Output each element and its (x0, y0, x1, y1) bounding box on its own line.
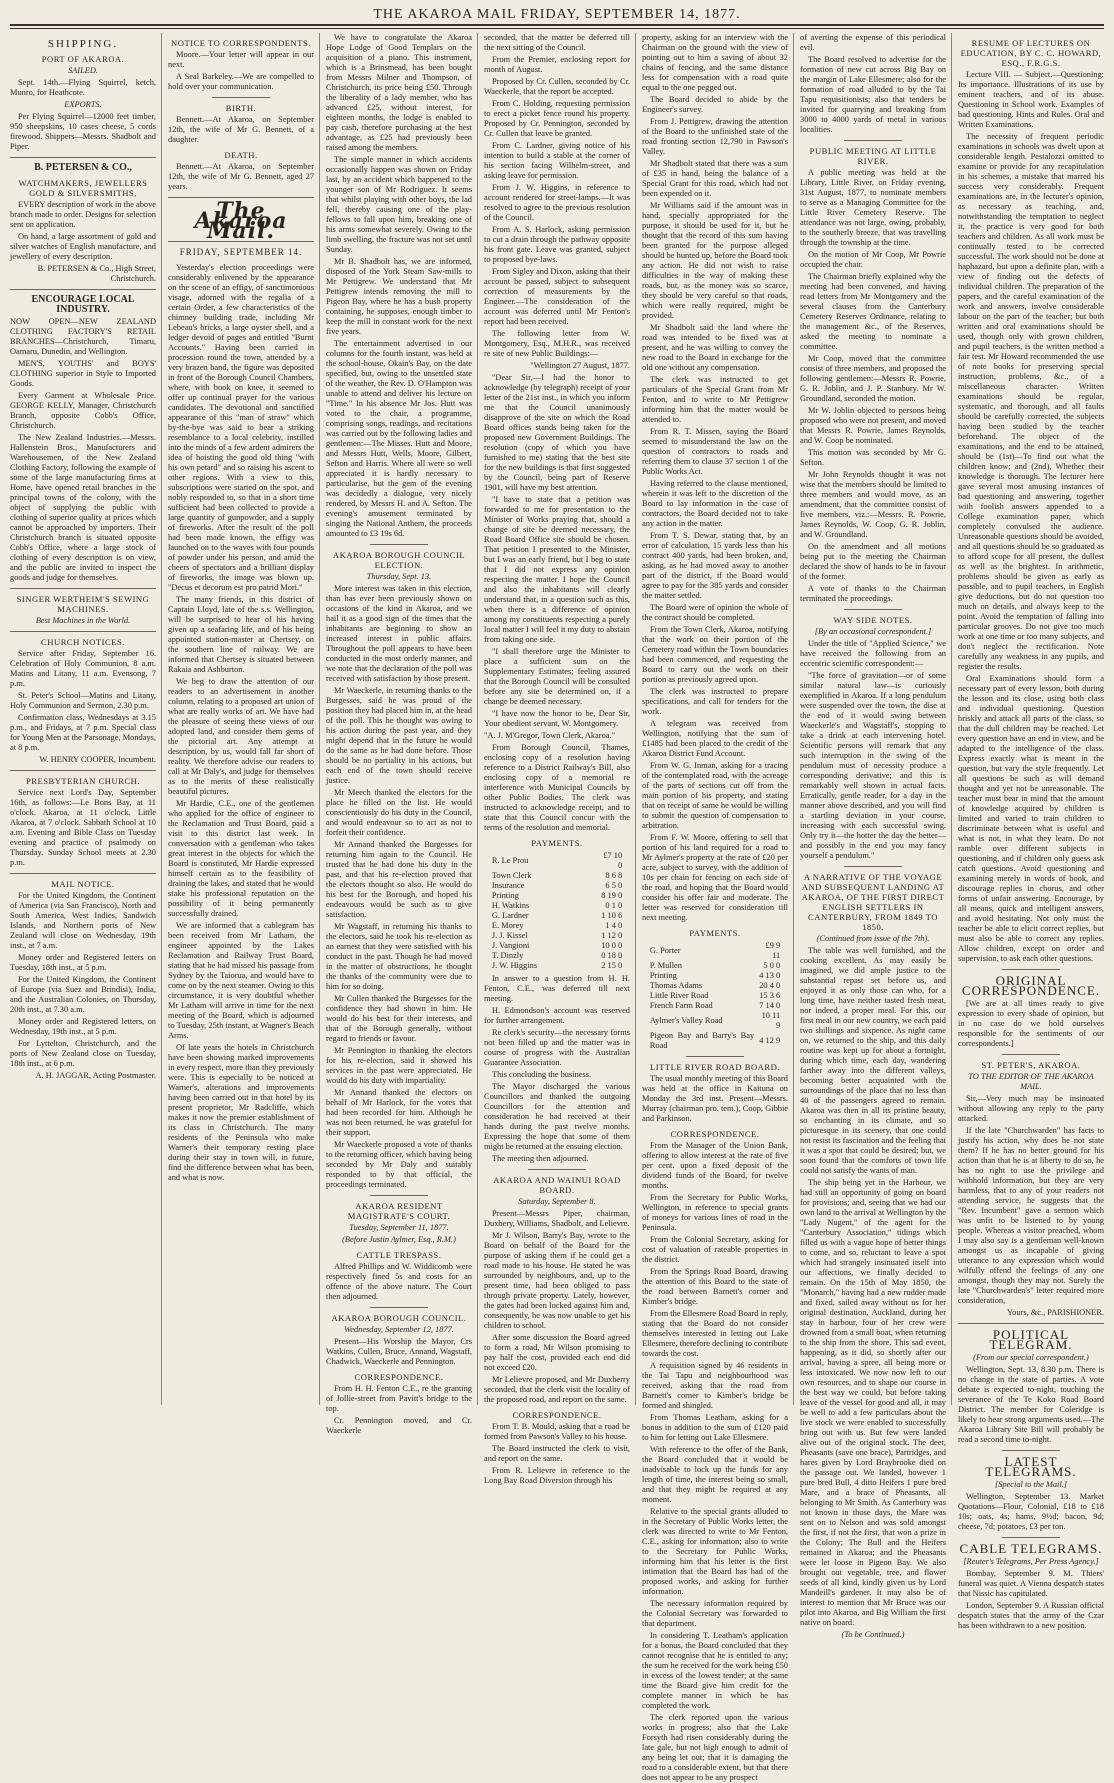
petersen-trade: WATCHMAKERS, JEWELLERS GOLD & SILVERSMITHS, (18, 178, 148, 198)
exports-text: Per Flying Squirrel—12000 feet timber, 950 sheepskins, 10 cases cheese, 5 cords firewood. Shippers—Messrs. Shadbolt and Piper. (10, 112, 156, 151)
st-peters-text: Sir,—Very much may be insinuated without allowing any reply to the party attacked. (958, 1094, 1104, 1123)
encourage-text-2: Every Garment at Wholesale Price. GEORGE KELLY, Manager, Christchurch Branch, opposite Cobb's Office, Christchurch. (10, 391, 156, 430)
little-river-text-10: Relative to the special grants alluded to in the Secretary of Public Works letter, the clerk was directed to write to Mr Fenton, C.E., asking for information; also to write to the Secretary for Public Works, informing him that his letter is the first intimation that the Board has had of the proposed works, and asking for further information. (642, 1507, 788, 1596)
table-row (648, 1011, 782, 1031)
little-river-text-11: The necessary information required by the Colonial Secretary was forwarded to that department. (642, 1599, 788, 1628)
narrative-to-be-continued: (To be Continued.) (841, 1630, 905, 1639)
council-text-12: H. Edmondson's account was reserved for further arrangement. (484, 1006, 630, 1025)
amount: 4 12 9 (759, 1036, 781, 1045)
latest-telegrams-heading: LATEST TELEGRAMS. (985, 1454, 1077, 1479)
election-text-9: Mr Waeckerle proposed a vote of thanks to the returning officer, which having being seconded by Mr Daly and suitably responded to by that official, the proceedings terminated. (326, 1140, 472, 1189)
church-text-2: St. Peter's School—Matins and Litany, Holy Communion and Sermon, 2.30 p.m. (10, 691, 156, 710)
road-board-cont-2: The Board decided to abide by the Engineer's survey. (642, 95, 788, 114)
payee: Pigeon Bay and Barry's Bay Road (649, 1031, 755, 1050)
encourage-heading: ENCOURAGE LOCAL INDUSTRY. (31, 294, 135, 315)
narrative-text: The table was well furnished, and the cooking excellent. As may easily be imagined, we did ample justice to the substantial repast set before us, and enjoyed it as only those can who, for a long time, have neither tasted fresh meat, nor indeed, a proper meal. For this, our first meal in our new country, we each paid two shillings and sixpence. As night came on, we returned to the ship, and this daily routine was kept up for about a fortnight, during which time, each day, wandering farther away into the different valleys, becoming better acquainted with the surroundings of the place that no less than 40 of the passengers agreed to remain. Akaroa was then in all its pristine beauty, so enchanting in its climate, and so picturesque in its scenery, that one could not resist its fascination and the feeling that it was a spot that could be desired; but, we soon found that the comforts of town life could not satisfy the wants of man. (800, 946, 946, 1175)
death-heading: DEATH. (224, 150, 258, 160)
payee: R. Le Prou (491, 856, 529, 865)
election-text-3: Mr Meech thanked the electors for the place he filled on the list. He would conscientiously do his duty in the Council, and would endeavour so to act as not to forfeit their confidence. (326, 788, 472, 837)
council-text-2: From the Premier, enclosing report for month of August. (484, 55, 630, 74)
cable-telegrams-byline: [Reuter's Telegrams, Per Press Agency.] (963, 1557, 1099, 1566)
council-text-13: Re clerk's security—the necessary forms not been filled up and the matter was in course of progress with the Australian Guarantee Association. (484, 1028, 630, 1067)
table-row (490, 881, 624, 891)
borough-council-heading: AKAROA BOROUGH COUNCIL. (331, 1313, 467, 1323)
little-river-text-9: With reference to the offer of the Bank, the Board concluded that it would be inadvisable to lock up the funds for any length of time, the interest being so small, and that they might be required at any moment. (642, 1445, 788, 1504)
little-river-text-4: From the Colonial Secretary, asking for cost of valuation of rateable properties in the district. (642, 1235, 788, 1264)
divider (844, 609, 902, 610)
payments-heading: PAYMENTS. (689, 928, 741, 938)
council-text-4: From C. Holding, requesting permission to erect a picket fence round his property. Proposed by Cr. Pennington, seconded by Cr. Cullen that leave be granted. (484, 99, 630, 138)
little-river-text-12: In considering T. Leatham's application for a bonus, the Board concluded that they cannot recognise that he is entitled to any; the sum he received for the work being £50 in excess of the lowest tender; at the same time the Board give him credit for the complete manner in which he has completed the work. (642, 1631, 788, 1710)
public-meeting-text-2: On the motion of Mr Coop, Mr Powrie occupied the chair. (800, 250, 946, 269)
payee: J. W. Higgins (491, 961, 537, 970)
court-subheading: CATTLE TRESPASS. (356, 1250, 442, 1260)
public-meeting-heading: PUBLIC MEETING AT LITTLE RIVER. (809, 146, 937, 166)
presbyterian-text: Service next Lord's Day, September 16th, as follows:—Le Bons Bay, at 11 o'clock. Akaroa, at 11 o'clock. Little Akaroa, at 7 o'clock. Sabbath School at 10 a.m. Evening and Bible Class on Tuesday evening and practice of psalmody on Thursday. Sunday School meets at 2.30 p.m. (10, 788, 156, 867)
payee: H. Watkins (491, 901, 530, 910)
cable-telegrams-text-2: London, September 9. A Russian official despatch states that the army of the Czar has been withdrawn to a new position. (958, 1601, 1104, 1630)
divider (528, 1169, 586, 1170)
council-text-14: This concluding the business. (492, 1070, 592, 1079)
court-heading: AKAROA RESIDENT MAGISTRATE'S COURT. (347, 1201, 451, 1221)
little-river-text-7: A requisition signed by 46 residents in the Tai Tapu and neighbourhood was received, asking that the road from Barnett's corner to Kimber's bridge be formed and shingled. (642, 1361, 788, 1410)
mail-notice-text-5: For Lyttelton, Christchurch, and the ports of New Zealand close on Tuesday, 18th inst., at 6 p.m. (10, 1039, 156, 1068)
table-row (490, 891, 624, 901)
narrative-heading: A NARRATIVE OF THE VOYAGE AND SUBSEQUENT LANDING AT AKAROA, OF THE FIRST DIRECT ENGLISH SETTLERS IN CANTERBURY, FROM 1849 TO 1850. (801, 872, 945, 932)
election-text-2: Mr Waeckerle, in returning thanks to the Burgesses, said he was proud of the position they had placed him in, at the head of the poll. This he thought was owing to his action during the past year, and they might depend that in the future he would do the same as he had done before. Those should be no partiality in his actions, but each end of the town should receive justice. (326, 686, 472, 785)
divider (1002, 1450, 1060, 1451)
road-board-cont-7: The clerk was instructed to get particulars of the Special Grant from Mr Fenton, and to write to Mr Pettigrew informing him that the matter would be attended to. (642, 375, 788, 424)
payee: J. J. Kissel (491, 931, 528, 940)
mail-notice-text-2: Money order and Registered letters on Tuesday, 18th inst., at 5 p.m. (10, 953, 156, 972)
borough-council-text-2: Cr. Pennington moved, and Cr. Waeckerle (326, 1416, 472, 1435)
table-row (490, 921, 624, 931)
mail-notice-text-4: Money order and Registered letters, on Wednesday, 19th inst., at 5 p.m. (10, 1017, 156, 1036)
payee: Printing (491, 891, 519, 900)
divider (10, 770, 156, 771)
little-river-text-5: From the Springs Road Board, drawing the attention of this Board to the state of the road between Barnett's corner and Kimber's bridge. (642, 1267, 788, 1306)
council-text-11: In answer to a question from H. H. Fenton, C.E., was deferred till next meeting. (484, 974, 630, 1003)
column-6 (800, 33, 952, 1639)
correspondence-heading: CORRESPONDENCE. (670, 1129, 760, 1139)
road-board-cont-6: Mr Shadbolt said the land where the road was intended to be fixed was at present, and he was willing to convey the new road to the Board in exchange for the old one without any compensation. (642, 323, 788, 372)
mail-notice-heading: MAIL NOTICE. (51, 879, 115, 889)
amount: 6 5 0 (605, 881, 623, 890)
editorial-text-4: Mr Hardie, C.E., one of the gentlemen who applied for the office of engineer to the Reclamation and Trust Board, paid a visit to this district last week. In conversation with a gentleman who takes great interest in the objects for which the Board is constituted, Mr Hardie expressed himself certain as to the feasibility of draining the lakes, and stated that he would stake his professional reputation on the possibility of it being permanently successfully drained. (168, 799, 314, 918)
little-river-text-3: From the Secretary for Public Works, Wellington, in reference to special grants of moneys for various lines of road in the Peninsula. (642, 1193, 788, 1232)
birth-heading: BIRTH. (225, 103, 257, 113)
court-text: Alfred Phillips and W. Widdicomb were respectively fined 5s and costs for an offence of the above nature. The Court then adjourned. (326, 1262, 472, 1301)
payee: Thomas Adams (649, 981, 703, 990)
letter-date: "Wellington 27 August, 1877. (530, 361, 630, 370)
letter-address: "A. J. M'Gregor, Town Clerk, Akaroa." (484, 731, 616, 740)
divider (844, 140, 902, 141)
petersen-firm-name: B. PETERSEN & CO., (34, 162, 132, 173)
table-row (490, 941, 624, 951)
payments-table (490, 851, 624, 971)
council-text-10: From Borough Council, Thames, enclosing copy of a resolution having reference to a District Railway's Bill, also enclosing copy of a memorial re interference with Municipal Councils by other Public Bodies. The clerk was instructed to acknowledge receipt, and to state that this Council concur with the terms of the resolution and memorial. (484, 743, 630, 832)
letter-text: "Dear Sir,—I had the honor to acknowledge (by telegraph) receipt of your letter of the 21st inst., in which you inform me that the Council unanimously disapprove of the site on which the Road Board offices stands being taken for the proposed new Government Buildings. The resolution (copy of which you have furnished to me) stating that the best site for the new buildings is that first suggested by the Council, being part of Reserve 1901, will have my best attention. (484, 373, 630, 492)
little-river-text: The usual monthly meeting of this Board was held at the office in Kaituna on Monday the 3rd inst. Present—Messrs. Murray (chairman pro. tem.), Coop, Gibbie and Parkinson. (642, 1074, 788, 1123)
little-river-cont: of averting the expense of this periodical evil. (800, 33, 946, 52)
public-meeting-text-9: A vote of thanks to the Chairman terminated the proceedings. (800, 584, 946, 603)
editorial-text: Yesterday's election proceedings were considerably enlivened by the appearance on the scene of an effigy, of sanctimonious visage, adorned with the regalia of a certain Order, a few characteristics of the chimney building trade, including Mr Lebeau's bricks, a large oyster shell, and a ledger devoid of pages and entitled "Burnt Accounts." Having been carried in procession round the town, attended by a very brazen band, the figure was deposited in front of the Borough Council Chambers, where, with book on knee, it seemed to offer up continual prayer for the various candidates. The devotional and sanctified appearance of this "man of straw" which by-the-bye was said to bear a striking resemblance to a local celebrity, instilled into the minds of a few ardent admirers the idea of hoisting the good old thing "with his own petard" and so raising his ascent to other regions. With a view to this, subscriptions were started on the spot, and nobly responded to, so that in a short time sufficient had been collected to provide a large quantity of gunpowder, and a supply of fireworks. After the result of the poll had been made known, the effigy was launched on to the waves with four pounds of powder under his person, and amid the cheers of spectators and a brilliant display of fireworks, the image was blown up. "Decus et decorum est pro patrid Mori." (168, 263, 314, 592)
sewing-heading: SINGER WERTHEIM'S SEWING MACHINES. (16, 594, 150, 614)
road-board-cont-14: A telegram was received from Wellington, notifying that the sum of £1485 had been placed to the credit of the Akaroa District Fund Account. (642, 719, 788, 758)
amount: 2 15 0 (601, 961, 623, 970)
divider (1002, 969, 1060, 970)
amount: 10 0 0 (601, 941, 623, 950)
column-5 (642, 33, 794, 1782)
payee: Aylmer's Valley Road (649, 1016, 723, 1025)
road-board-cont-12: From the Town Clerk, Akaroa, notifying that the work on their portion of the Cemetery road within the Town boundaries had been commenced, and requesting the Board to carry out the work on their portion as previously agreed upon. (642, 625, 788, 684)
table-row (490, 901, 624, 911)
payments-heading: PAYMENTS. (531, 838, 583, 848)
table-row (490, 931, 624, 941)
presbyterian-heading: PRESBYTERIAN CHURCH. (25, 776, 141, 786)
divider (212, 97, 270, 98)
news-text: We have to congratulate the Akaroa Hope Lodge of Good Templars on the acquisition of a piano. This instrument, which is a Brinsmead, has been bought from Messrs Milner and Thompson, of Christchurch, its price being £50. Through the liberality of a lady member, who has advanced £25, without interest, for eighteen months, the lodge is enabled to pay cash, therefore purchasing at the best advantage, as £25 had previously been raised among the members. (326, 33, 472, 152)
notice-heading: NOTICE TO CORRESPONDENTS. (171, 38, 311, 48)
council-text-9: The following letter from W. Montgomery, Esq., M.H.R., was received re site of new Public Buildings:— (484, 329, 630, 358)
church-text-3: Confirmation class, Wednesdays at 3.15 p.m., and Fridays, at 7 p.m. Special class for Young Men at the Parsonage, Mondays, at 8 p.m. (10, 713, 156, 752)
road-board-cont-11: The Board were of opinion the whole of the contract should be completed. (642, 603, 788, 622)
divider (10, 588, 156, 589)
little-river-board-heading: LITTLE RIVER ROAD BOARD. (650, 1062, 780, 1072)
public-meeting-text-5: Mr W. Joblin objected to persons being proposed who were not present, and moved that Messrs R. Powrie, James Reynolds, and W. Coop be nominated. (800, 406, 946, 445)
election-date: Thursday, Sept. 13. (366, 572, 432, 581)
road-board-cont-3: From J. Pettigrew, drawing the attention of the Board to the unfinished state of the road fronting section 12,790 in Pawson's Valley. (642, 117, 788, 156)
table-row (490, 871, 624, 881)
payee: T. Dinzly (491, 951, 524, 960)
road-board-cont-10: From T. S. Dewar, stating that, by an error of calculation, 15 yards less than his contract 400 yards, had been broken, and, asking, as he had moved away to another part of the district, if the Board would agree to pay for the 385 yards and consider the matter settled. (642, 531, 788, 600)
road-board-date: Saturday, September 8. (518, 1197, 596, 1206)
encourage-text: MEN'S, YOUTHS' and BOYS' CLOTHING superior in Style to Imported Goods. (10, 359, 156, 388)
road-board-text-4: From T. B. Mould, asking that a road be formed from Pawson's Valley to his house. (484, 1422, 630, 1441)
amount: 15 3 6 (759, 991, 781, 1000)
st-peters-to: TO THE EDITOR OF THE AKAROA MAIL. (968, 1072, 1094, 1091)
table-row (490, 961, 624, 971)
masthead: THE AKAROA MAIL FRIDAY, SEPTEMBER 14, 1877. (10, 6, 1104, 26)
political-telegram-text: Wellington, Sept. 13, 8.30 p.m. There is no change in the state of parties. A vote debate is expected to-night, touching the severance of the Te Koko Road Board District. The member for Coleridge is likely to hear strong arguments used.—The Akaroa Library Site Bill will probably be read a second time to-night. (958, 1365, 1104, 1444)
petersen-signature: B. PETERSEN & Co., High Street, Christchurch. (37, 264, 156, 283)
amount: 10 11 9 (761, 1011, 781, 1030)
st-peters-heading: ST. PETER'S, AKAROA. (981, 1060, 1081, 1070)
column-3 (326, 33, 478, 1435)
political-telegram-byline: (From our special correspondent.) (973, 1353, 1089, 1362)
notice-text: Moore.—Your letter will appear in our next. (168, 50, 314, 69)
mail-notice-text: For the United Kingdom, the Continent of America (via San Francisco), North and South America, West Indies, Sandwich Islands, and Northern ports of New Zealand will close on Wednesday, 19th inst., at 7 a.m. (10, 891, 156, 950)
table-row (648, 1031, 782, 1051)
payee: Little River Road (649, 991, 709, 1000)
council-text-7: From A. S. Harlock, asking permission to cut a drain through the pathway opposite his front gate. Leave was granted, subject to proposed bye-laws. (484, 225, 630, 264)
court-date: Tuesday, September 11, 1877. (349, 1223, 449, 1232)
correspondence-section-heading: ORIGINAL CORRESPONDENCE. (961, 973, 1101, 998)
table-row (648, 971, 782, 981)
road-board-cont-9: Having referred to the clause mentioned, wherein it was left to the discretion of the Board to lay information in the case of contractors, the Board decided not to take any action in the matter. (642, 479, 788, 528)
council-text-16: The meeting then adjourned. (492, 1154, 589, 1163)
encourage-subhead: NOW OPEN—NEW ZEALAND CLOTHING FACTORY'S RETAIL BRANCHES—Christchurch, Timaru, Oamaru, Dunedin, and Wellington. (10, 317, 156, 356)
divider (686, 1056, 744, 1057)
column-2 (168, 33, 320, 1405)
road-board-cont-13: The clerk was instructed to prepare specifications, and call for tenders for the work. (642, 687, 788, 716)
table-row (490, 951, 624, 961)
news-text-3: Mr B. Shadbolt has, we are informed, disposed of the York Steam Saw-mills to Mr Pettigrew. We understand that Mr Pettigrew intends removing the mill to Pigeon Bay, where he has a bush property containing, he supposes, enough timber to keep the mill in constant work for the next five years. (326, 257, 472, 336)
editorial-text-6: Of late years the hotels in Christchurch have been showing marked improvements in every respect, more than they previously were. This is especially to be noticed at Warner's, alterations and improvements having been carried out in that hotel by its present proprietor, Mr Radcliffe, which makes it now the premier establishment of its class in Christchurch. The many residents of the Peninsula who make Warner's their temporary resting place during their stay in town will, in future, find the difference between what has been, and what is now. (168, 1043, 314, 1182)
council-text-5: From C. Lardner, giving notice of his intention to build a stable at the corner of his section facing Wilhelm-street, and asking leave for permission. (484, 141, 630, 180)
divider (10, 157, 156, 158)
little-river-text-8: From Thomas Leatham, asking for a bonus in addition to the sum of £120 paid to him for letting out Lake Ellesmere. (642, 1413, 788, 1442)
payee: French Farm Road (649, 1001, 713, 1010)
divider (10, 631, 156, 632)
lecture-subject: Lecture VIII. — Subject.—Questioning: Its importance. Illustrations of its use by eminent teachers, and of its abuse. Questioning in School work. Examples of bad questioning. Hints and Rules. Oral and Written Examinations. (958, 70, 1104, 129)
election-text-5: Mr Wagstaff, in returning his thanks to the electors, said he took his re-election as an earnest that they were satisfied with his conduct in the past. Though he had moved in the matter of obstructions, he thought the thanks of the community were due to him for so doing. (326, 922, 472, 991)
wayside-text-2: "The force of gravitation—or of some similar natural law—is curiously exemplified in Akaroa. If a long pendulum were suspended over the town, the dise at the end of it would swing between Waeckerle's and Wagstaff's, stopping to take a drink at each intervening hotel. Scientific persons will remark that any such interruption in the swing of the pendulum must of necessity produce a corresponding derivative; and this is remarkably well shown in actual facts. Erratically, gentle reader, for a day in the manner above described, and you will find a startling deviation in your course, increasing with each successful swing. Only try it—the hotter the day the better—and possibly in the end you may fancy yourself a pendulum." (800, 671, 946, 860)
road-board-text-6: From R. Lelievre in reference to the Long Bay Road Diversion through his (484, 1466, 630, 1485)
table-row (648, 991, 782, 1001)
council-text: seconded, that the matter be deferred till the next sitting of the Council. (484, 33, 630, 52)
lecture-text-2: Oral Examinations should form a necessary part of every lesson, both during the lesson and its close, using both class and individual questioning. Question briskly and attack all parts of the class, so that the dull children may be reached. Let every question have an end in view, and be adapted to the intelligence of the class. Express exactly what is meant in the question, but vary the style frequently. Let all questions be such as will demand thought and yet not be unreasonable. The teacher must bear in mind that the amount of knowledge acquired by children is limited and varied to train children to discriminate between what is useful and what is not, in what they learn. Do not ramble over different subjects in questioning, and if children only guess ask catch questions. Avoid questioning and examining merely in words of book, and discourage replies in chorus, and other forms of unfair answering. Encourage, by all means, quick and intelligent answers, and avoid hesitating. Not only must the teacher be able to elicit correct replies, but must also be able to correct any replies. Allow children, except on order and supervision, to ask each other questions. (958, 674, 1104, 963)
notice-text-2: A Seal Barkeley.—We are compelled to hold over your communication. (168, 72, 314, 91)
little-river-text-2: From the Manager of the Union Bank, offering to allow interest at the rate of five per cent. upon a fixed deposit of the dividend funds of the Board, for twelve months. (642, 1141, 788, 1190)
latest-telegrams-byline: [Special to the Mail.] (994, 1480, 1068, 1489)
wayside-heading: WAY SIDE NOTES. (833, 615, 913, 625)
election-text-4: Mr Annand thanked the Burgesses for returning him again to the Council. He trusted that he had done his duty in the past, and that his re-election proved that the electors thought so also. He would do his best for the Borough, and hoped his endeavours would be such as to give satisfaction. (326, 840, 472, 919)
payee: G. Porter (649, 946, 681, 955)
road-board-text-2: After some discussion the Board agreed to form a road, Mr Wilson promising to pay half the cost, provided each end did not exceed £20. (484, 1333, 630, 1372)
mail-notice-text-3: For the United Kingdom, the Continent of Europe (via Suez and Brindisi), India, and the Australian Colonies, on Thursday, 20th inst., at 7.30 a.m. (10, 975, 156, 1014)
public-meeting-text-4: Mr Coop, moved that the committee consist of three members, and proposed the following gentlemen:—Messrs R. Powrie, G. R. Joblin, and J. P. Stanbury. Mr W. Groundland, seconded the motion. (800, 354, 946, 403)
cable-telegrams-text: Bombay, September 9. M. Thiers' funeral was quiet. A Vienna despatch states that Nissic has capitulated. (958, 1569, 1104, 1598)
divider (10, 873, 156, 874)
public-meeting-text: A public meeting was held at the Library, Little River, on Friday evening, 31st August, 1877, to nominate members to serve as a Managing Committee for the Little River Cemetery Reserve. The attendance was not large, owing, probably, to the southerly breeze, that was travelling through the township at the time. (800, 168, 946, 247)
amount: 7 14 0 (759, 1001, 781, 1010)
election-text-8: Mr Annand thanked the electors on behalf of Mr Harlock, for the votes that had been recorded for him. Although he was not been returned, he was grateful for their support. (326, 1088, 472, 1137)
amount: 8 6 8 (605, 871, 623, 880)
election-text-7: Mr Pennington in thanking the electors for his re-election, said it showed his services in the past were appreciated. He would do his duty with impartiality. (326, 1046, 472, 1085)
council-text-6: From J. W. Higgins, in reference to account rendered for street-lamps.—It was resolved to agree to the previous resolution of the Council. (484, 183, 630, 222)
divider (370, 1195, 428, 1196)
amount: 0 1 0 (605, 901, 623, 910)
masthead-rule (10, 28, 1104, 29)
st-peters-text-2: If the late "Churchwarden" has facts to justify his action, why does he not state them? If he has no better ground for his action than that he is at liberty to do so, he has no right to use the privilege and withhold information, but they are very harmless, that to any of your readers not attending service, he suggests that the "Rev. Incumbent" gave a sermon which was unfit to be listened to by young people. Whereas a visitor preached, whom I may also say is a gentleman well-known amongst us as incapable of giving utterance to any expression which would wilfully offend the feelings of any one amongst, though they may not. Surely the late "Churchwarden's" letter required more consideration, (958, 1126, 1104, 1305)
borough-council-present: Present—His Worship the Mayor, Crs Watkins, Cullen, Bruce, Annand, Wagstaff, Chadwick, Waeckerle and Pennington. (326, 1337, 472, 1366)
amount: 1 10 6 (601, 911, 623, 920)
public-meeting-text-8: On the amendment and all motions being put to the meeting the Chairman declared the show of hands to be in favour of the former. (800, 542, 946, 581)
wayside-text: Under the title of "Applied Science," we have received the following from an eccentric scientific correspondent:— (800, 639, 946, 668)
little-river-text-13: The clerk reported upon the various works in progress; also that the Lake Forsyth had risen considerably during the late gale, but not high enough to admit of any being let out; that it is damaging the road to a considerable extent, but that there does not appear to be any prospect (642, 1713, 788, 1782)
road-board-present: Present—Messrs Piper, chairman, Duxbery, Williams, Shadbolt, and Lelievre. (484, 1209, 630, 1228)
amount: 4 13 0 (759, 971, 781, 980)
amount: 1 12 0 (601, 931, 623, 940)
council-text-15: The Mayor discharged the various Councillors and thanked the outgoing Councillors for the attention and consideration he had received at their hands during the past twelve months. Expressing the hope that some of them might be returned at the ensuing election. (484, 1082, 630, 1151)
divider (1002, 1537, 1060, 1538)
sailed-heading: SAILED. (67, 66, 98, 75)
table-row (648, 981, 782, 991)
road-board-text-3: Mr Lelievre proposed, and Mr Duxberry seconded, that the clerk visit the locality of the proposed road, and report on the same. (484, 1375, 630, 1404)
church-heading: CHURCH NOTICES. (41, 637, 125, 647)
lecture-text: The necessity of frequent periodic examinations in schools was dwelt upon at considerable length. Pestalozzi omitted to examine or provide for any recapitulation in his schemes, a mistake that marred his success very considerably. Frequent examinations are, in the lecturer's opinion, as necessary as teaching, and, notwithstanding the temptation to neglect it, the practice is very good for both teachers and children. As all work must be continually tested to be corrected successful. The work should not be done at haphazard, but upon a definite plan, with a view of finding out the defects of individual children. The preparation of the papers, and the careful examination of the work and answers, involve considerable labour on the part of the teacher; but both written and oral examinations should be used, though only with grown children, and pupil teachers, is the written method a fair test. Mr Howard recommended the use of note books for preserving special instruction, problems, &c., of a miscellaneous character. Written examinations should be regular, systematic, and thorough, and all faults should be carefully corrected, the subjects having been studied by the teacher beforehand. The object of the examinations, and the end to be attained, should be (1st)—To find out what the children know; and (2nd), Whether their knowledge is thorough. The lecturer here gave several most amusing instances of bad questioning and answering, together with foolish answers appended to a College examination paper, which completely convulsed the audience. Unreasonable questions should be avoided, and all questions should be so graduated as to afford scope for all present, the dullest as well as the brightest. In arithmetic, problems should be given as early as possible, and to pupil teachers, in English give deductions, but do not question too much on details, and always keep to the point. Avoid the temptation of falling into particular grooves. Do not give too much work at one time or too many subjects, and don't neglect the rectification. Note carefully any weakness in any pupils, and register the results. (958, 132, 1104, 671)
column-4 (484, 33, 636, 1485)
payee: Insurance (491, 881, 525, 890)
road-board-cont-5: Mr Williams said if the amount was in hand, specially appropriated for the purpose, it should be used for it, but he thought that the record of this sum having been granted for the purpose alleged should be hunted up, before the Board took any action. He did not wish to raise difficulties in the way of making these roads, but, as the money was so scarce, they should be very careful so that roads, which were really required, might be provided. (642, 201, 788, 320)
road-board-cont-4: Mr Shadbolt stated that there was a sum of £35 in hand, being the balance of a Special Grant for this road, which had not been expended on it. (642, 159, 788, 198)
election-text-6: Mr Cullen thanked the Burgesses for the confidence they had shown in him. He would do his best for their interests, and that of the Borough generally, without regard to friends or favour. (326, 994, 472, 1043)
correspondence-heading: CORRESPONDENCE. (354, 1372, 444, 1382)
lecture-heading: RESUME OF LECTURES ON EDUCATION, BY C. C. HOWARD, ESQ., F.R.G.S. (960, 38, 1102, 68)
political-telegram-heading: POLITICAL TELEGRAM. (989, 1327, 1073, 1352)
death-text: Bennett.—At Akaroa, on September 12th, the wife of Mr G. Bennett, aged 27 years. (168, 162, 314, 191)
payee: Town Clerk (491, 871, 532, 880)
road-board-text-5: The Board instructed the clerk to visit, and report on the same. (484, 1444, 630, 1463)
road-board-text: Mr J. Wilson, Barry's Bay, wrote to the Board on behalf of the Board for the purpose of asking them if he could get a road made to his house. He stated he was surrounded by neighbours, and, up to the present time, had been obliged to pass through private property. Lately, however, the gates had been locked against him and, consequently, he was now unable to get his children to school. (484, 1231, 630, 1330)
table-row (648, 941, 782, 961)
amount: 8 19 0 (601, 891, 623, 900)
amount: 1 4 0 (605, 921, 623, 930)
encourage-body: The New Zealand Industries.—Messrs. Hallenstein Bros., Manufacturers and Warehousemen, of the New Zealand Clothing Factory, following the example of some of the large manufacturing firms at Home, have opened retail branches in the principal towns of the colony, with the object of supplying the public with clothing of superior quality at prices which cannot be approached by importers. Their Christchurch branch is situated opposite Cobb's Office, where a large stock of clothing of every description is on view, and the public are invited to inspect the goods and judge for themselves. (10, 433, 156, 582)
editorial-text-2: The many friends, in this district of Captain Lloyd, late of the s.s. Wellington, will be surprised to hear of his having given up a seafaring life, and of his being appointed station-master at Chertsey, on the southern line of railway. We are informed that Chertsey is situated between Rakaia and Ashburton. (168, 595, 314, 674)
narrative-continued: (Continued from issue of the 7th). (816, 934, 930, 943)
election-text: More interest was taken in this election, than has ever been previously shown on occasions of the kind in Akaroa, and we hail it as a good sign of the times that the inhabitants are beginning to show an increased interest in public affairs. Throughout the poll appears to have been conducted in the most orderly manner, and we note that the declaration of the poll was received with satisfaction by those present. (326, 584, 472, 683)
latest-telegrams-text: Wellington, September 13. Market Quotations—Flour, Colonial, £18 to £18 10s; oats, 4s; hams, 9½d; bacon, 9d; cheese, 7d; potatoes, £3 per ton. (958, 1492, 1104, 1531)
road-board-cont-8: From R. T. Missen, saying the Board seemed to misunderstand the law on the question of contractors to roads and referring them to clause 37 section 1 of the Public Works Act. (642, 427, 788, 476)
birth-text: Bennett.—At Akaroa, on September 12th, the wife of Mr G. Bennett, of a daughter. (168, 115, 314, 144)
road-board-cont-16: From F. W. Moore, offering to sell that portion of his land required for a road to Mr Aylmer's property at the rate of £20 per acre, subject to survey, with the addition of 10s per chain for fencing on each side of the road, and hoping that the Board would consider his offer fair and moderate. The letter was reserved for consideration till next meeting. (642, 833, 788, 922)
little-river-text-6: From the Ellesmere Road Board in reply, stating that the Board do not consider themselves interested in letting out Lake Ellesmere, therefore declining to contribute towards the cost. (642, 1309, 788, 1358)
table-row (648, 1001, 782, 1011)
correspondence-heading: CORRESPONDENCE. (512, 1410, 602, 1420)
sewing-subhead: Best Machines in the World. (35, 616, 131, 625)
election-heading: AKAROA BOROUGH COUNCIL ELECTION. (332, 550, 466, 570)
letter-text-2: "I have to state that a petition was forwarded to me for presentation to the Minister of Works praying that, should a change of site be deemed necessary, the Road Board Office site should be chosen. That petition I presented to the Minister, but I was an early friend, but I beg to state that I did not express any opinion respecting the matter. I hope the Council and also the inhabitants will clearly understand that, in a question such as this, when there is a difference of opinion among my constituents respecting a purely local matter I will feel it my duty to abstain from taking one side. (484, 495, 630, 644)
borough-council-date: Wednesday, September 12, 1877. (344, 1325, 454, 1334)
divider (370, 544, 428, 545)
payee: G. Lardner (491, 911, 529, 920)
narrative-text-2: The ship being yet in the Harbour, we had still an opportunity of going on board for provisions; and, seeing that we had our own land to the arrival at Wellington by the "Lady Nugent," of the agent for the "Canterbury Association," tidings which filled us with a vague hope of better things to come, and so, reluctant to leave a spot which had strangely insinuated itself into our affections, we finally decided to remain. On the 15th of May 1850, the "Monarch," having had a new rudder made and fixed, sailed away without us for her original destination, Auckland, during her stay in harbour, four of her crew were drowned from a small boat, when returning to the ship from the shore. This sad event, happening, as it did, so shortly after our arrival, having a spree, all being more or less intoxicated. We now now left to our own resources, and to shape our course in the best way we could, but before taking leave of the vessel for good and all, it may be well to add a few particulars about the live stock we were enabled to successfully bring out with us. But few were landed alive out of the original stock. The deer, Pheasants (save one brace), Partridges, and hares given by Lord Braybrooke died on the passage out. We landed, however 1 pure bred Bull, 4 ditto Heifers 1 pure bred Mare, and a brace of Pheasants, all belonging to Mr Smith. As Canterbury was not known in those days, the Mare was sent on to Nelson and was sold amongst the first, if not the first, that won a prize in the Colony; The Bull and the Heifers remained in Akaroa; and the Pheasants were let loose in Pigeon Bay. We also brought out vegetable, tree, and flower seeds of all kind, kindly given us by Lord Mandeill's gardener. It may also be of interest to mention that Mr Bruce was our pilot into Akaroa, and Big William the first native on board. (800, 1178, 946, 1627)
public-meeting-text-3: The Chairman briefly explained why the meeting had been convened, and having read letters from Mr Montgomery and the several clauses from the Canterbury Cemetery Reserves Ordinance, relating to the management &c., of the Reserves, asked the meeting to nominate a committee. (800, 272, 946, 351)
amount: 0 18 0 (601, 951, 623, 960)
divider (958, 1323, 1104, 1324)
letter-text-4: "I have now the honor to be, Dear Sir, Your obedient servant, W. Montgomery. (484, 709, 630, 728)
column-7 (958, 33, 1104, 1630)
correspondence-note: [We are at all times ready to give expression to every shade of opinion, but in no case do we hold ourselves responsible for the sentiments of our correspondents.] (958, 999, 1104, 1048)
payee: Printing (649, 971, 677, 980)
editorial-text-5: We are informed that a cablegram has been received from Mr Latham, the engineer appointed by the Lakes Reclamation and Railway Trust Board, stating that he had missed his passage from Sydney by the Taiorua, and would have to come on by the next steamer. Owing to this circumstance, it is very doubtful whether Mr Latham will arrive in time for the next meeting of the Board, which is adjourned to Tuesday, 25th instant, at Wagner's Beach Arms. (168, 921, 314, 1040)
road-board-cont: property, asking for an interview with the Chairman on the ground with the view of pointing out to him a saving of about 32 chains of fencing, and the same distance less for compensation with a road quite equal to the one pegged out. (642, 33, 788, 92)
paper-dateline: FRIDAY, SEPTEMBER 14. (179, 247, 303, 257)
sailed-text: Sept. 14th.—Flying Squirrel, ketch, Munro, for Heathcote. (10, 78, 156, 97)
payee: J. Vangioni (491, 941, 530, 950)
news-text-2: The simple manner in which accidents occasionally happen was shown on Friday last, by an accident which happened to the younger son of Mr Rodriguez. It seems that whilst playing with other boys, the lad fell, thereby causing one of the play-fellows to fall upon him, breaking one of his arms somewhat severely. Owing to the limb swelling, the fracture was not set until Sunday. (326, 155, 472, 254)
payments-table (648, 941, 782, 1051)
amount: £9 9 11 (765, 941, 781, 960)
news-text-4: The entertainment advertised in our columns for the fourth instant, was held at the school-house, Okain's Bay, on the date specified, but, owing to the unsettled state of the weather, the Rev. D. O'Hampton was unable to attend and deliver his lecture on "Time." In his absence Mr Jos. Hutt was voted to the chair, a programme, comprising songs, readings, and recitations was carried out by the following ladies and gentlemen:—The Misses. Hutt and Moore, and Messrs Hutt, Wells, Moore, Gilbert, Sefton and Harris. Where all were so well appreciated it is hardly necessary to particularise, but the gem of the evening was decidedly a dialogue, very nicely rendered, by Messrs H. and A. Sefton. The evening's amusement terminated by singing the National Anthem, the proceeds amounted to £3 19s 6d. (326, 339, 472, 538)
table-row (648, 961, 782, 971)
road-board-heading: AKAROA AND WAINUI ROAD BOARD. (493, 1175, 621, 1195)
amount: 20 4 0 (759, 981, 781, 990)
letter-text-3: "I shall therefore urge the Minister to place a sufficient sum on the Supplementary Estimates; feeling assured that the Borough Council will be consulted before any site be determined on, if a change be deemed necessary. (484, 647, 630, 706)
table-row (490, 911, 624, 921)
exports-heading: EXPORTS. (64, 100, 102, 109)
columns (10, 33, 1104, 1782)
st-peters-signature: Yours, &c., PARISHIONER. (1006, 1308, 1104, 1317)
petersen-ad-text-2: On hand, a large assortment of gold and silver watches of English manufacture, and jewellery of every description. (10, 232, 156, 261)
divider (370, 1307, 428, 1308)
court-bench: (Before Justin Aylmer, Esq., R.M.) (342, 1235, 456, 1244)
council-text-3: Proposed by Cr. Cullen, seconded by Cr. Waeckerle, that the report be accepted. (484, 77, 630, 96)
public-meeting-text-7: Mr John Reynolds thought it was not wise that the members should be limited to three members and would move, as an amendment, that the committee consist of five members, viz.:—Messrs. R. Powrie, James Reynolds, W. Coop, G. R. Joblin, and W. Groundland. (800, 470, 946, 539)
divider (844, 866, 902, 867)
church-signature: W. HENRY COOPER, Incumbent. (39, 755, 156, 764)
road-board-cont-15: From W. G. Inman, asking for a tracing of the contemplated road, with the acreage of the parts of sections cut off from the main portion of his property, and stating that on receipt of same he would be willing to submit the question of compensation to arbitration. (642, 761, 788, 830)
column-1 (10, 33, 162, 1405)
divider (1002, 1054, 1060, 1055)
mail-notice-signature: A. H. JAGGAR, Acting Postmaster. (35, 1071, 156, 1080)
petersen-ad-text: EVERY description of work in the above branch made to order. Designs for selection sent on application. (10, 200, 156, 229)
borough-council-text: From H. H. Fenton C.E., re the granting of Jollie-street from Pavitt's bridge to the top. (326, 1384, 472, 1413)
church-text: Service after Friday, September 16. Celebration of Holy Communion, 8 a.m. Matins and Litany, 11 a.m. Evensong, 7 p.m. (10, 649, 156, 688)
council-text-8: From Sigley and Dixon, asking that their account be passed, subject to subsequent correction of measurements by the Engineer.—The consideration of the account was deferred until Mr Fenton's report had been received. (484, 267, 630, 326)
amount: 5 0 0 (763, 961, 781, 970)
paper-title: The Akaroa Mail. (194, 198, 288, 244)
little-river-cont-2: The Board resolved to advertise for the formation of new cut across Big Bay on the margin of Lake Ellesmere; also for the formation of road alluded to by the Tai Tapu requisitionists; also that tenders be invited for quarrying and breaking from 3000 to 4000 yards of metal in various localities. (800, 55, 946, 134)
divider (10, 289, 156, 290)
wayside-byline: [By an occasional correspondent.] (814, 627, 932, 636)
editorial-text-3: We beg to draw the attention of our readers to an advertisement in another column, relating to a proposed art union of what are really works of art. We have had the pleasure of seeing these views of our adopted land, and consider them gems of the pictorial art. Any attempt at description, by us, would fall far short of reality. We therefore advise our readers to call at Mr Daly's, and judge for themselves as to the merits of these realistically beautiful pictures. (168, 677, 314, 796)
amount: £7 10 0 (603, 851, 623, 870)
shipping-heading: SHIPPING. (47, 38, 119, 50)
payee: P. Mullen (649, 961, 682, 970)
cable-telegrams-heading: CABLE TELEGRAMS. (959, 1541, 1103, 1556)
port-heading: PORT OF AKAROA. (41, 54, 125, 64)
table-row (490, 851, 624, 871)
payee: E. Morey (491, 921, 524, 930)
public-meeting-text-6: This motion was seconded by Mr G. Sefton. (800, 448, 946, 467)
